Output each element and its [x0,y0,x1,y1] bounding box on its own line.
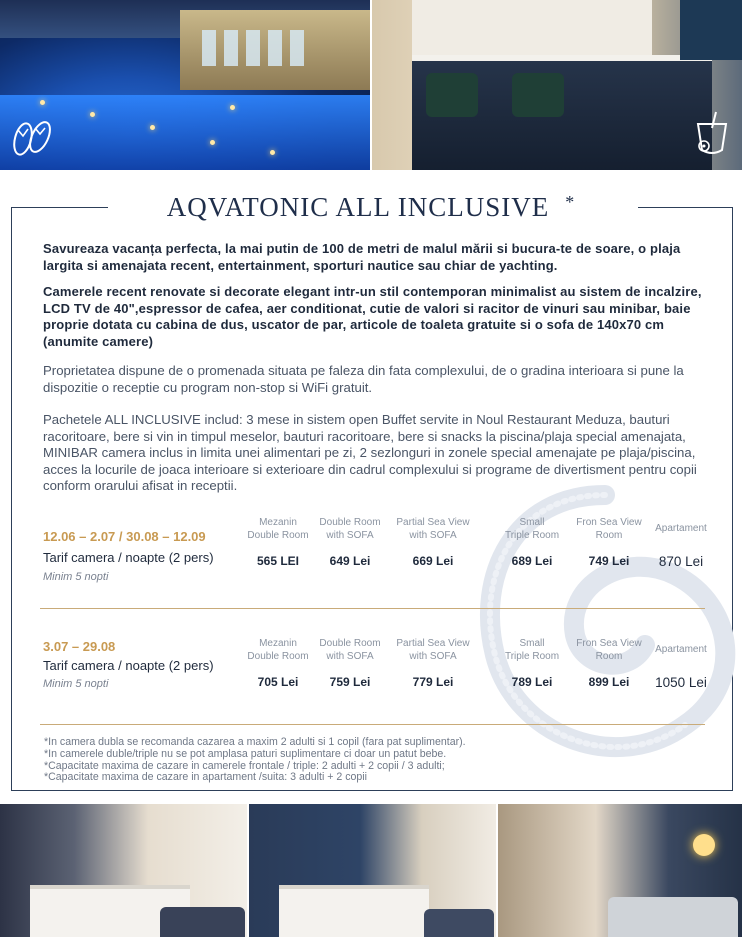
footnote: *In camera dubla se recomanda cazarea a maxim 2 adulti si 1 copil (fara pat suplimentar). [44,736,466,748]
room-column [389,516,477,568]
room-column [310,637,390,689]
pool-window [202,30,216,66]
pool-photo [0,0,370,170]
room-column [641,637,721,690]
photo-sofa [424,909,494,937]
price-cell: 759 Lei [329,675,371,689]
title-asterisk: * [565,192,576,212]
room-type-header: Mezanin Double Room [247,638,309,662]
room-window [680,0,742,60]
price-cell: 789 Lei [511,675,553,689]
price-cell: 779 Lei [412,675,454,689]
room-column [492,516,572,568]
price-cell: 870 Lei [658,554,704,569]
pool-window [268,30,282,66]
pool-light [230,105,235,110]
room-type-header: Apartament [655,644,707,655]
room-type-header: Mezanin Double Room [247,517,309,541]
photo-lamp [693,834,715,856]
photo-bed [279,885,429,937]
tarif-label: Tarif camera / noapte (2 pers) [43,550,214,565]
pool-window [246,30,260,66]
period-dates: 3.07 – 29.08 [43,639,116,654]
room-photo-3 [498,804,742,937]
footnotes [44,737,704,784]
price-cell: 705 Lei [257,675,299,689]
minimum-nights: Minim 5 nopti [43,678,109,690]
pool-light [90,112,95,117]
room-column [569,516,649,568]
room-pillow [426,73,478,117]
intro-paragraph: Savureaza vacanța perfecta, la mai putin de 100 de metri de malul mării si bucura-te de soare, o plaja largita si amenajata recent, entertainment, sporturi nautice sau chiar de yachting. [43,241,681,273]
room-photo-2 [249,804,496,937]
pool-wall [180,10,370,90]
room-type-header: Small Triple Room [504,517,560,541]
photo-sofa [160,907,245,937]
price-cell: 749 Lei [588,554,630,568]
room-column [389,637,477,689]
room-column [238,637,318,689]
pool-light [270,150,275,155]
room-column [310,516,390,568]
price-cell: 1050 Lei [655,675,707,690]
room-type-header: Double Room with SOFA [319,638,381,662]
room-type-header: Fron Sea View Room [576,517,642,541]
photo-sofa [608,897,738,937]
room-column [641,516,721,569]
all-inclusive-paragraph: Pachetele ALL INCLUSIVE includ: 3 mese in sistem open Buffet servite in Noul Restaurant Meduza, bauturi racoritoare, bere si vin in timpul meselor, bauturi racoritoare, bere si snacks la piscina/plaja special amenajata, MINIBAR camera inclus in limita unei alimentari pe zi, 2 sezlonguri in zonele special amenajate pe plaja/piscina, acces la locurile de joaca interioare si exterioare din cadrul complexului si programe de divertisment pentru copii conform orarului afisat in receptii. [43,412,697,493]
price-table-period-1 [43,516,723,596]
page-title [0,192,742,223]
rooms-paragraph: Camerele recent renovate si decorate elegant intr-un stil contemporan minimalist au sistem de incalzire, LCD TV de 40",espressor de cafea, aer conditionat, cutie de valori si racitor de vinuri sau minibar, baie proprie dotata cu cabina de dus, uscator de par, articole de toaleta gratuite si o sofa de 140x70 cm (anumite camere) [43,284,702,349]
price-cell: 649 Lei [329,554,371,568]
price-separator [40,608,705,609]
pool-light [210,140,215,145]
room-type-header: Small Triple Room [504,638,560,662]
room-type-header: Partial Sea View with SOFA [396,517,470,541]
room-type-header: Double Room with SOFA [319,517,381,541]
footnote: *Capacitate maxima de cazare in apartament /suita: 3 adulti + 2 copii [44,771,367,784]
title-text: AQVATONIC ALL INCLUSIVE [166,192,550,222]
room-type-header: Apartament [655,523,707,534]
pool-window [290,30,304,66]
price-cell: 565 LEI [256,554,300,568]
price-separator [40,724,705,725]
footnote: *In camerele duble/triple nu se pot amplasa paturi suplimentare ci doar un patut bebe. [44,747,447,760]
bedroom-photo [372,0,742,170]
room-type-header: Partial Sea View with SOFA [396,638,470,662]
room-headboard [412,0,652,55]
room-column [569,637,649,689]
price-cell: 669 Lei [412,554,454,568]
room-bed [412,55,712,170]
pool-light [40,100,45,105]
room-pillow [512,73,564,117]
room-column [492,637,572,689]
price-cell: 689 Lei [511,554,553,568]
pool-window [224,30,238,66]
price-table-period-2 [43,637,723,717]
property-paragraph: Proprietatea dispune de o promenada situata pe faleza din fata complexului, de o gradina interioara si pune la dispozitie o receptie cu program non-stop si WiFi gratuit. [43,363,684,395]
period-dates: 12.06 – 2.07 / 30.08 – 12.09 [43,529,206,544]
tarif-label: Tarif camera / noapte (2 pers) [43,658,214,673]
footnote: *Capacitate maxima de cazare in camerele frontale / triple: 2 adulti + 2 copii / 3 adulti; [44,759,445,772]
cocktail-icon [692,110,732,160]
price-cell: 899 Lei [588,675,630,689]
room-photo-1 [0,804,247,937]
flip-flops-icon [8,118,56,158]
room-column [238,516,318,568]
minimum-nights: Minim 5 nopti [43,571,109,583]
room-type-header: Fron Sea View Room [576,638,642,662]
pool-light [150,125,155,130]
